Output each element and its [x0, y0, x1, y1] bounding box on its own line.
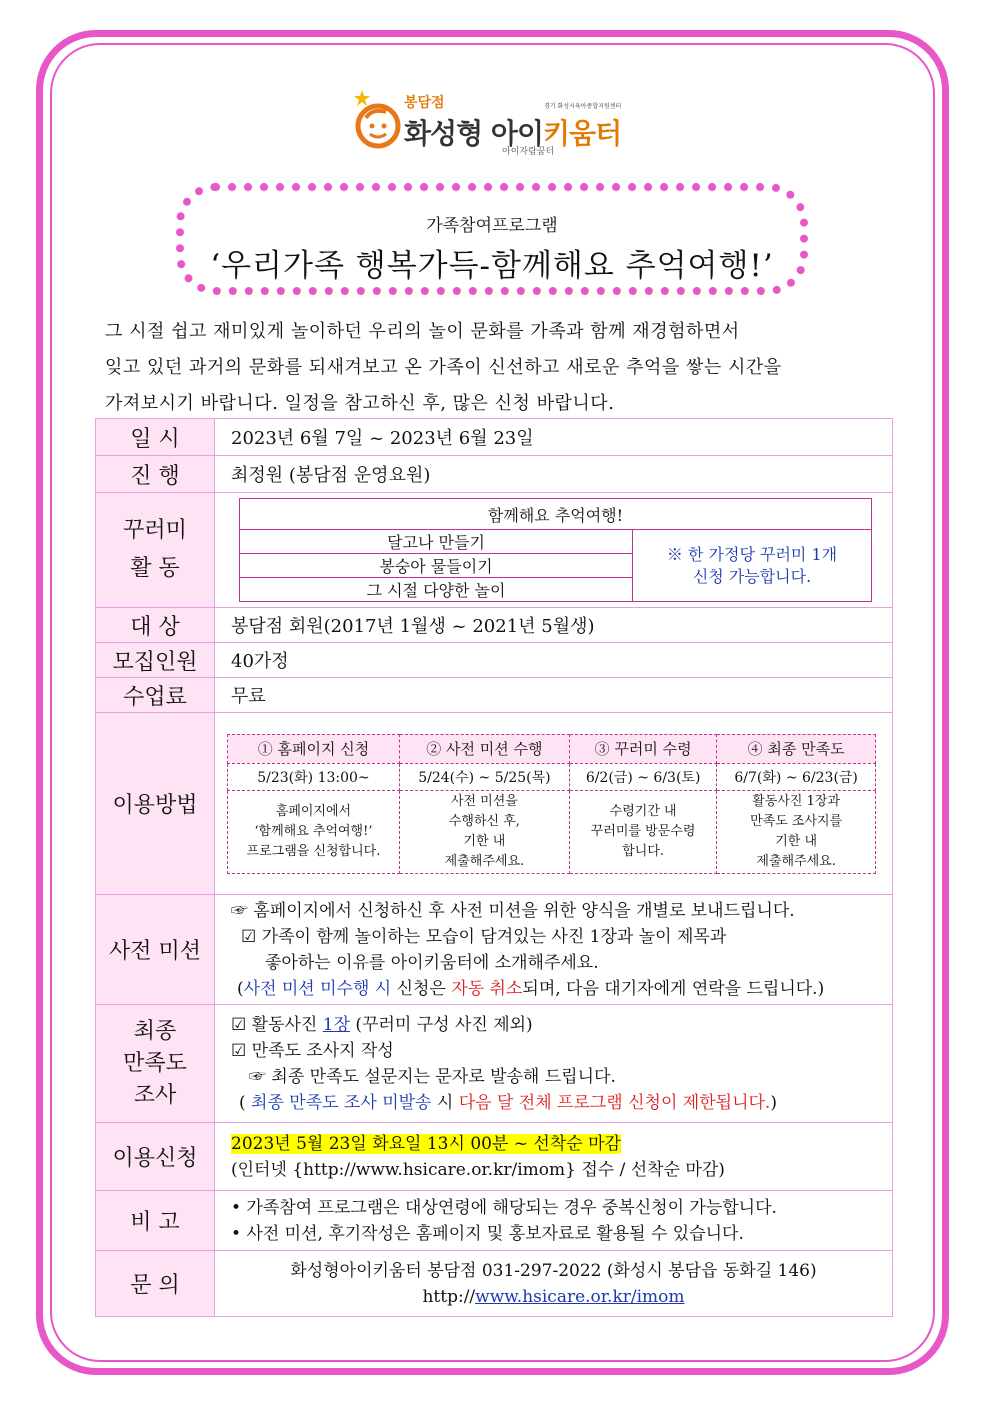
contact-link-line: [215, 1284, 892, 1310]
label-capacity: 모집인원: [96, 643, 215, 678]
survey-warning-red: 다음 달 전체 프로그램 신청이 제한됩니다.: [458, 1092, 771, 1113]
kit-header: 함께해요 추억여행!: [240, 499, 872, 530]
intro-line: 잊고 있던 과거의 문화를 되새겨보고 온 가족이 신선하고 새로운 추억을 쌓는 시간을: [105, 357, 782, 378]
label-survey-line: 조사: [133, 1082, 177, 1108]
value-target: 봉담점 회원(2017년 1월생 ~ 2021년 5월생): [215, 608, 893, 643]
step-date: 6/7(화) ~ 6/23(금): [717, 763, 876, 790]
step-desc: [399, 790, 569, 873]
step-desc-line: 활동사진 1장과: [752, 793, 841, 809]
survey-text: ☑ 활동사진: [231, 1014, 323, 1035]
kit-item: 봉숭아 물들이기: [240, 554, 633, 578]
value-survey: [215, 1005, 893, 1123]
survey-warning-blue: 최종 만족도 조사 미발송: [251, 1092, 432, 1113]
step-date: 6/2(금) ~ 6/3(토): [569, 763, 716, 790]
survey-text-blue: 1장: [322, 1014, 350, 1035]
row-mission: [96, 895, 893, 1005]
row-date: [96, 419, 893, 456]
logo: [352, 88, 642, 160]
step-desc-line: ‘함께해요 추억여행!’: [254, 823, 373, 839]
logo-subtitle: 아이자람꿈터: [502, 147, 555, 157]
step-desc-line: 합니다.: [622, 843, 665, 859]
mission-warning: [231, 976, 892, 1002]
row-target: [96, 608, 893, 643]
method-table: [227, 734, 876, 874]
label-target: 대 상: [96, 608, 215, 643]
label-contact: 문 의: [96, 1251, 215, 1317]
apply-line: [231, 1131, 892, 1157]
value-apply: [215, 1123, 893, 1191]
mission-warning-red: 자동 취소: [451, 978, 523, 999]
label-kit-line: 활 동: [130, 556, 180, 581]
survey-line: ☑ 만족도 조사지 작성: [231, 1040, 394, 1061]
survey-text: (꾸러미 구성 사진 제외): [350, 1014, 533, 1035]
row-fee: [96, 678, 893, 713]
label-kit: [96, 493, 215, 608]
row-contact: [96, 1251, 893, 1317]
label-fee: 수업료: [96, 678, 215, 713]
survey-line: [231, 1012, 892, 1038]
row-remark: [96, 1191, 893, 1251]
step-desc: [228, 790, 400, 873]
survey-warning: [231, 1090, 892, 1116]
survey-warning-text: 시: [431, 1092, 459, 1113]
kit-note-line: 신청 가능합니다.: [692, 566, 812, 586]
step-desc-line: 제출해주세요.: [756, 853, 836, 869]
step-title: ③ 꾸러미 수령: [569, 734, 716, 763]
remark-line: • 사전 미션, 후기작성은 홈페이지 및 홍보자료로 활용될 수 있습니다.: [231, 1223, 744, 1244]
value-mission: [215, 895, 893, 1005]
label-apply: 이용신청: [96, 1123, 215, 1191]
label-date: 일 시: [96, 419, 215, 456]
label-mission: 사전 미션: [96, 895, 215, 1005]
page-title: ‘우리가족 행복가득-함께해요 추억여행!’: [210, 248, 774, 284]
mission-line: ☞ 홈페이지에서 신청하신 후 사전 미션을 위한 양식을 개별로 보내드립니다.: [231, 900, 795, 921]
intro-line: 가져보시기 바랍니다. 일정을 참고하신 후, 많은 신청 바랍니다.: [105, 393, 615, 414]
label-method: 이용방법: [96, 713, 215, 895]
row-survey: [96, 1005, 893, 1123]
mission-warning-blue: 사전 미션 미수행 시: [243, 978, 392, 999]
value-kit: [215, 493, 893, 608]
step-title: ② 사전 미션 수행: [399, 734, 569, 763]
survey-line: ☞ 최종 만족도 설문지는 문자로 발송해 드립니다.: [249, 1066, 616, 1087]
logo-title-accent: 키움터: [543, 117, 622, 150]
step-desc-line: 꾸러미를 방문수령: [590, 823, 696, 839]
mission-line: ☑ 가족이 함께 놀이하는 모습이 담겨있는 사진 1장과 놀이 제목과: [241, 926, 727, 947]
mission-warning-text: 되며, 다음 대기자에게 연락을 드립니다.): [522, 978, 825, 999]
contact-link[interactable]: www.hsicare.or.kr/imom: [475, 1286, 685, 1307]
apply-date-highlight: 2023년 5월 23일 화요일 13시 00분 ~ 선착순 마감: [231, 1133, 621, 1154]
step-date: 5/23(화) 13:00~: [228, 763, 400, 790]
step-desc: [717, 790, 876, 873]
step-desc-line: 기한 내: [463, 833, 506, 849]
step-desc-line: 제출해주세요.: [444, 853, 525, 869]
row-method: [96, 713, 893, 895]
logo-branch: 봉담점: [404, 95, 445, 111]
label-kit-line: 꾸러미: [123, 518, 187, 543]
step-title: ④ 최종 만족도: [717, 734, 876, 763]
smiley-sun-icon: [352, 88, 404, 150]
step-desc-line: 수령기간 내: [609, 803, 677, 819]
value-method: [215, 713, 893, 895]
value-remark: [215, 1191, 893, 1251]
mission-warning-text: 신청은: [391, 978, 452, 999]
step-desc-line: 프로그램을 신청합니다.: [246, 843, 381, 859]
contact-link-prefix: http://: [422, 1286, 476, 1307]
value-capacity: 40가정: [215, 643, 893, 678]
survey-warning-text: (: [239, 1092, 252, 1113]
value-lead: 최정원 (봉담점 운영요원): [215, 456, 893, 493]
contact-line: 화성형아이키움터 봉담점 031-297-2022 (화성시 봉담읍 동화길 146): [290, 1260, 817, 1281]
intro-line: 그 시절 쉽고 재미있게 놀이하던 우리의 놀이 문화를 가족과 함께 재경험하면서: [105, 321, 740, 342]
kit-note: [633, 530, 872, 602]
remark-line: • 가족참여 프로그램은 대상연령에 해당되는 경우 중복신청이 가능합니다.: [231, 1197, 777, 1218]
title-box: [176, 183, 808, 295]
title-sub: 가족참여프로그램: [426, 216, 558, 236]
intro-text: [105, 314, 895, 422]
step-date: 5/24(수) ~ 5/25(목): [399, 763, 569, 790]
step-desc-line: 홈페이지에서: [275, 803, 352, 819]
info-table: [95, 418, 893, 1317]
logo-org: 경기 화성시육아종합지원센터: [544, 103, 622, 110]
survey-warning-text: ): [770, 1092, 777, 1113]
value-date: 2023년 6월 7일 ~ 2023년 6월 23일: [215, 419, 893, 456]
row-apply: [96, 1123, 893, 1191]
step-desc-line: 사전 미션을: [450, 793, 518, 809]
apply-line: (인터넷 {http://www.hsicare.or.kr/imom} 접수 / 선착순 마감): [231, 1159, 725, 1180]
kit-item: 달고나 만들기: [240, 530, 633, 554]
label-lead: 진 행: [96, 456, 215, 493]
step-desc: [569, 790, 716, 873]
mission-line: 좋아하는 이유를 아이키움터에 소개해주세요.: [265, 952, 599, 973]
row-lead: [96, 456, 893, 493]
value-contact: [215, 1251, 893, 1317]
kit-item: 그 시절 다양한 놀이: [240, 578, 633, 602]
label-survey-line: 만족도: [123, 1050, 187, 1076]
step-desc-line: 만족도 조사지를: [750, 813, 843, 829]
mission-warning-text: (: [237, 978, 244, 999]
kit-table: [239, 498, 872, 602]
row-kit: [96, 493, 893, 608]
label-survey: [96, 1005, 215, 1123]
logo-title-prefix: 화성형 아이: [404, 117, 543, 150]
step-desc-line: 기한 내: [775, 833, 818, 849]
label-remark: 비 고: [96, 1191, 215, 1251]
kit-note-line: ※ 한 가정당 꾸러미 1개: [666, 544, 838, 564]
step-title: ① 홈페이지 신청: [228, 734, 400, 763]
step-desc-line: 수행하신 후,: [448, 813, 520, 829]
value-fee: 무료: [215, 678, 893, 713]
row-capacity: [96, 643, 893, 678]
label-survey-line: 최종: [133, 1018, 177, 1044]
